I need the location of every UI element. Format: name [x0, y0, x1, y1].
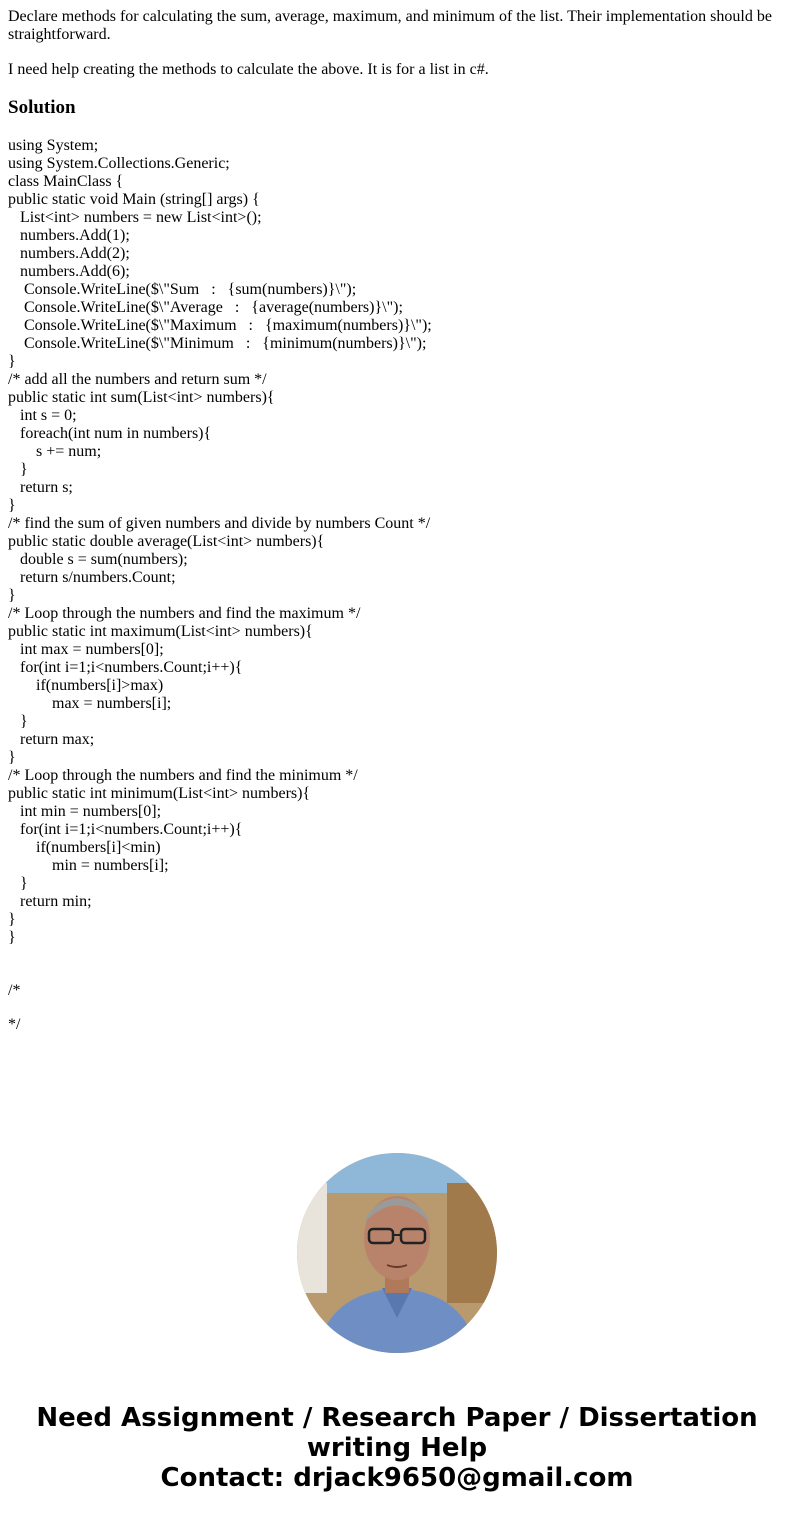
footer-line1: Need Assignment / Research Paper / Dissertation: [36, 1403, 758, 1433]
question-detail: I need help creating the methods to calculate the above. It is for a list in c#.: [8, 61, 489, 78]
footer-contact: Contact: drjack9650@gmail.com: [160, 1463, 634, 1493]
comment-open: /*: [8, 982, 21, 999]
code-block: using System; using System.Collections.Generic; class MainClass { public static void Main (string[] args) { List<int> numbers = new List<int>(); numbers.Add(1); numbers.Add(2); numbers.Add(6); Console.WriteLine($\"Sum : {sum(numbers)}\"); Console.WriteLine($\"Average : {average(numbers)}\"); Console.WriteLine($\"Maximum : {maximum(numbers)}\"); Console.WriteLine($\"Minimum : {minimum(numbers)}\"); } /* add all the numbers and return sum */ public static int sum(List<int> numbers){ int s = 0; foreach(int num in numbers){ s += num; } return s; } /* find the sum of given numbers and divide by numbers Count */ public static double average(List<int> numbers){ double s = sum(numbers); return s/numbers.Count; } /* Loop through the numbers and find the maximum */ public static int maximum(List<int> numbers){ int max = numbers[0]; for(int i=1;i<numbers.Count;i++){ if(numbers[i]>max) max = numbers[i]; } return max; } /* Loop through the numbers and find the minimum */ public static int minimum(List<int> numbers){ int min = numbers[0]; for(int i=1;i<numbers.Count;i++){ if(numbers[i]<min) min = numbers[i]; } return min; } }: [8, 137, 432, 946]
footer-line2: writing Help: [306, 1433, 488, 1463]
comment-close: */: [8, 1016, 21, 1033]
question-text: Declare methods for calculating the sum, average, maximum, and minimum of the list. Their implementation should be straightforward.: [8, 8, 772, 43]
author-photo: [297, 1153, 497, 1353]
footer-banner: [0, 1403, 794, 1493]
solution-heading: Solution: [8, 97, 76, 118]
